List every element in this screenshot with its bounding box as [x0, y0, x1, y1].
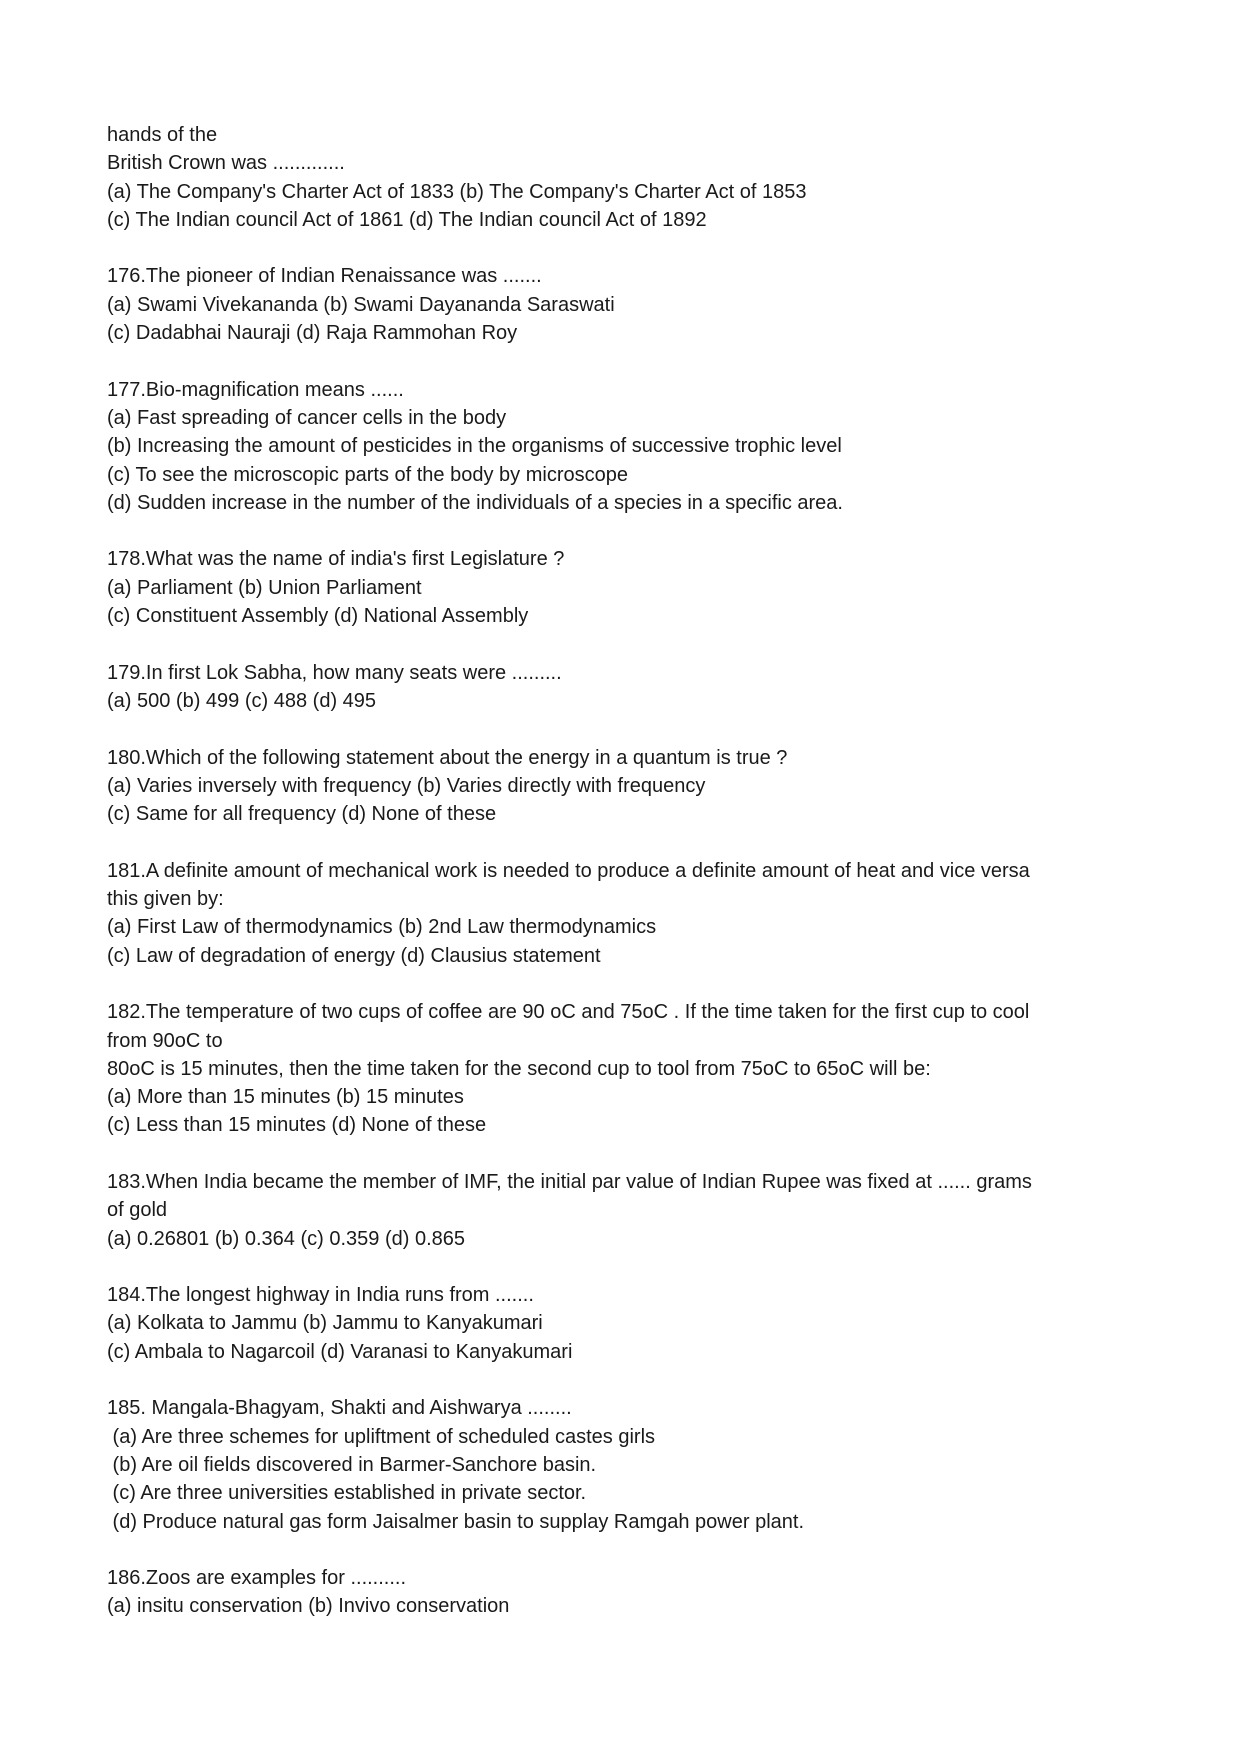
question-text-line: (c) Less than 15 minutes (d) None of these	[107, 1114, 487, 1137]
question-text-line: (c) Law of degradation of energy (d) Clausius statement	[107, 944, 601, 967]
question-text-line: (a) The Company's Charter Act of 1833 (b) The Company's Charter Act of 1853	[107, 180, 807, 203]
question-block	[107, 857, 1217, 970]
question-text-line: (a) First Law of thermodynamics (b) 2nd Law thermodynamics	[107, 916, 657, 939]
question-text-line: 181.A definite amount of mechanical work is needed to produce a definite amount of heat and vice versa	[107, 859, 1030, 882]
question-block	[107, 1564, 1217, 1621]
question-text-line: (b) Are oil fields discovered in Barmer-Sanchore basin.	[107, 1453, 597, 1476]
question-text-line: (a) 0.26801 (b) 0.364 (c) 0.359 (d) 0.865	[107, 1227, 465, 1250]
question-text-line: (c) The Indian council Act of 1861 (d) The Indian council Act of 1892	[107, 208, 707, 231]
question-text-line: (c) Are three universities established in private sector.	[107, 1482, 587, 1505]
question-text-line: 177.Bio-magnification means ......	[107, 378, 404, 401]
question-block	[107, 659, 1217, 716]
question-text-line: 178.What was the name of india's first Legislature ?	[107, 548, 565, 571]
question-block	[107, 376, 1217, 517]
question-block	[107, 1168, 1217, 1253]
question-text-line: (d) Sudden increase in the number of the individuals of a species in a specific area.	[107, 491, 843, 514]
question-text-line: (a) Are three schemes for upliftment of scheduled castes girls	[107, 1425, 656, 1448]
question-text-line: 179.In first Lok Sabha, how many seats were .........	[107, 661, 562, 684]
question-text-line: (a) Parliament (b) Union Parliament	[107, 576, 422, 599]
question-text-line: 186.Zoos are examples for ..........	[107, 1567, 407, 1590]
question-text-line: hands of the	[107, 124, 218, 146]
question-text-line: (d) Produce natural gas form Jaisalmer basin to supplay Ramgah power plant.	[107, 1510, 805, 1533]
question-text-line: (a) Varies inversely with frequency (b) Varies directly with frequency	[107, 774, 706, 797]
question-text-line: 176.The pioneer of Indian Renaissance was .......	[107, 265, 542, 288]
question-block	[107, 998, 1217, 1139]
question-text-line: (a) Fast spreading of cancer cells in the body	[107, 406, 507, 429]
question-text-line: 182.The temperature of two cups of coffee are 90 oC and 75oC . If the time taken for the first cup to cool	[107, 1001, 1030, 1024]
question-text-line: 80oC is 15 minutes, then the time taken for the second cup to tool from 75oC to 65oC will be:	[107, 1057, 931, 1080]
question-text-line: (a) More than 15 minutes (b) 15 minutes	[107, 1086, 464, 1109]
question-text-line: 185. Mangala-Bhagyam, Shakti and Aishwarya ........	[107, 1397, 572, 1420]
question-text-line: from 90oC to	[107, 1029, 223, 1052]
question-text-line: 183.When India became the member of IMF, the initial par value of Indian Rupee was fixed at ...... grams	[107, 1170, 1032, 1193]
question-text-line: (a) insitu conservation (b) Invivo conservation	[107, 1595, 510, 1618]
question-text-line: (a) 500 (b) 499 (c) 488 (d) 495	[107, 689, 377, 712]
question-text-line: (c) Ambala to Nagarcoil (d) Varanasi to Kanyakumari	[107, 1340, 573, 1363]
question-text-line: (c) Same for all frequency (d) None of these	[107, 803, 497, 826]
question-text-line: 184.The longest highway in India runs from .......	[107, 1284, 534, 1307]
question-text-line: of gold	[107, 1199, 168, 1222]
question-text-line: British Crown was .............	[107, 152, 345, 175]
question-text-line: (c) Constituent Assembly (d) National Assembly	[107, 605, 529, 628]
question-block	[107, 744, 1217, 829]
question-text-line: 180.Which of the following statement about the energy in a quantum is true ?	[107, 746, 788, 769]
question-block	[107, 262, 1217, 347]
question-block	[107, 1281, 1217, 1366]
question-text-line: (b) Increasing the amount of pesticides in the organisms of successive trophic level	[107, 435, 842, 458]
question-block	[107, 121, 1217, 234]
question-text-line: (c) Dadabhai Nauraji (d) Raja Rammohan Roy	[107, 322, 518, 345]
question-text-line: (a) Swami Vivekananda (b) Swami Dayananda Saraswati	[107, 293, 615, 316]
question-paper	[107, 121, 1217, 1621]
question-text-line: (a) Kolkata to Jammu (b) Jammu to Kanyakumari	[107, 1312, 543, 1335]
question-block	[107, 545, 1217, 630]
question-text-line: (c) To see the microscopic parts of the body by microscope	[107, 463, 628, 486]
question-block	[107, 1394, 1217, 1535]
question-text-line: this given by:	[107, 888, 224, 911]
